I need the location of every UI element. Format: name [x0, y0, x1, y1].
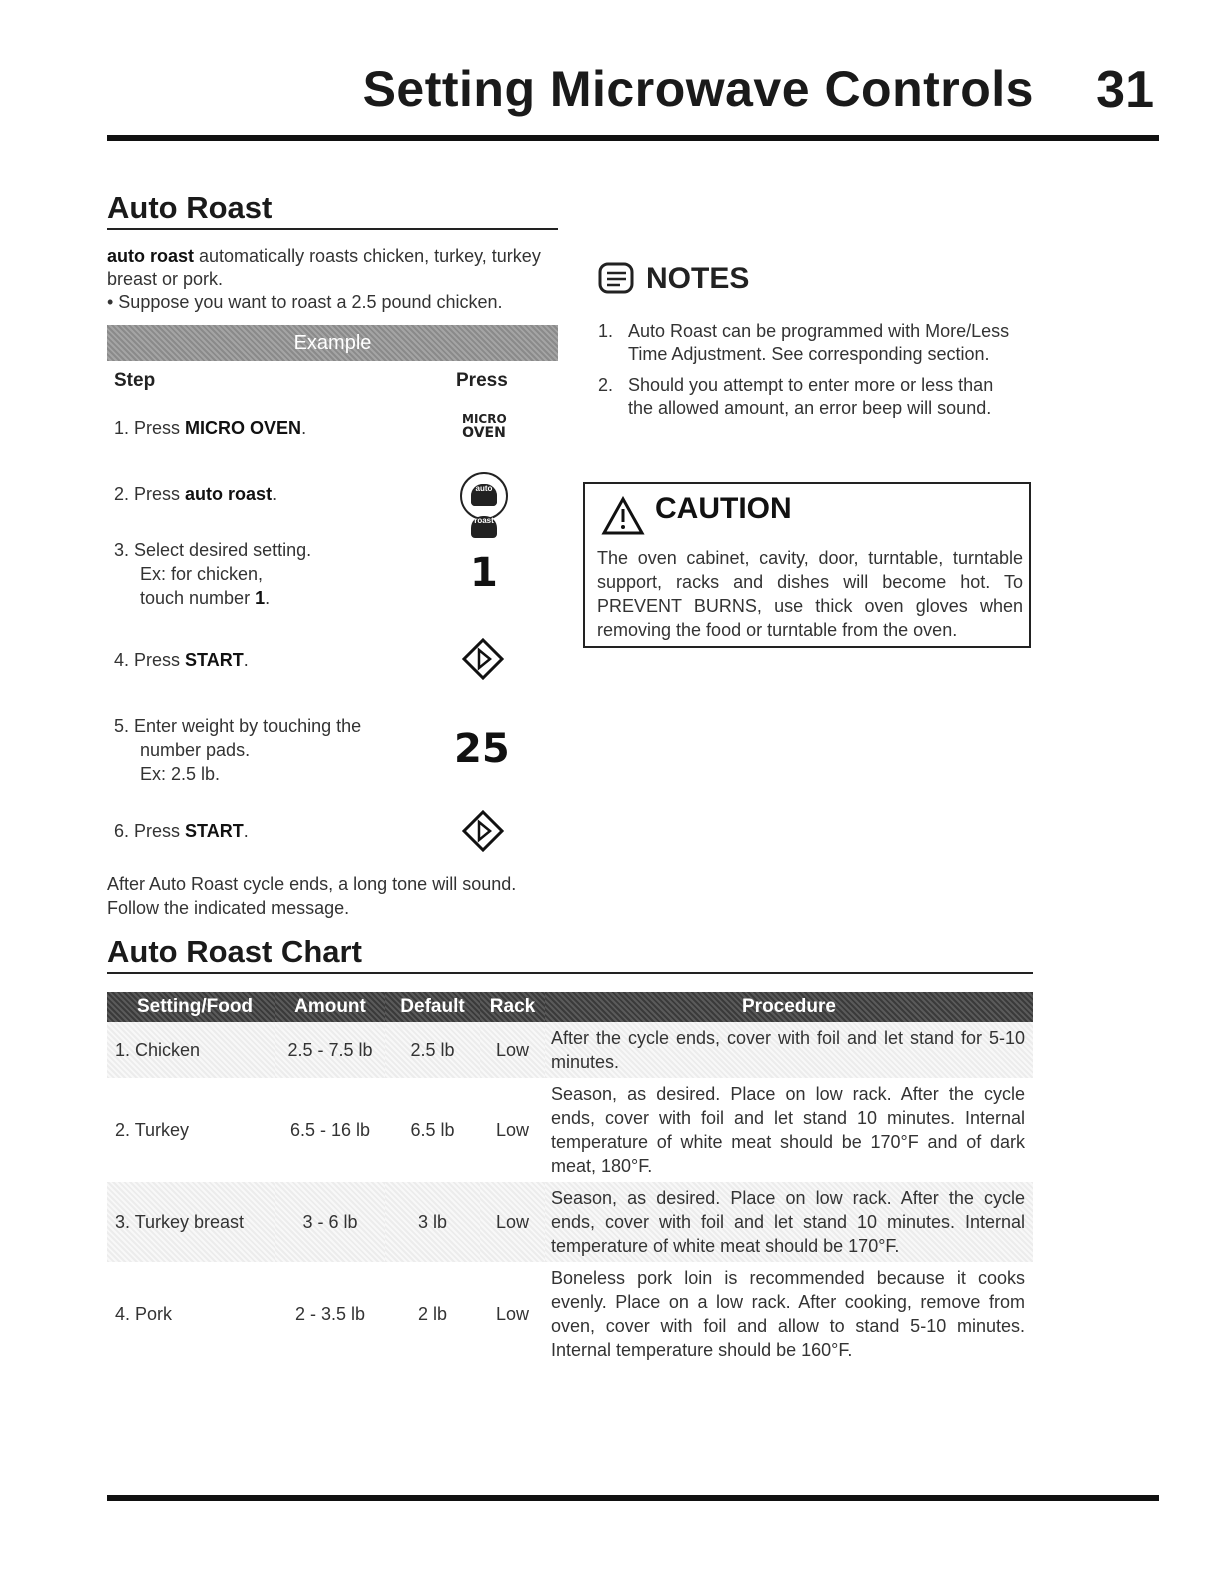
- header-rule: [107, 135, 1159, 141]
- table-row: 4. Pork 2 - 3.5 lb 2 lb Low Boneless pork loin is recommended because it cooks evenly. Place on a low rack. After cooking, remove from oven, cover with foil and allow to stand 5-10 minutes. Internal temperature should be 160°F.: [115, 1268, 1025, 1360]
- column-header-amount: Amount: [275, 992, 385, 1022]
- column-header-default: Default: [385, 992, 480, 1022]
- table-row: 3. Turkey breast 3 - 6 lb 3 lb Low Season, as desired. Place on low rack. After the cycle ends, cover with foil and let stand 10 minutes. Internal temperature of white meat should be 170°F.: [107, 1182, 1033, 1262]
- column-header-food: Setting/Food: [107, 992, 275, 1022]
- table-header-row: [107, 992, 1033, 1022]
- section-title-auto-roast: Auto Roast: [107, 190, 273, 225]
- section-rule: [107, 228, 558, 230]
- notes-list: [598, 320, 1018, 428]
- micro-oven-key-icon: MICRO OVEN: [462, 412, 507, 441]
- footer-rule: [107, 1495, 1159, 1501]
- notes-title: NOTES: [646, 262, 750, 295]
- step-column-header: Step: [114, 370, 156, 391]
- section-title-auto-roast-chart: Auto Roast Chart: [107, 934, 362, 969]
- step-5: 5. Enter weight by touching the number pads. Ex: 2.5 lb.: [114, 716, 362, 784]
- intro-bullet: • Suppose you want to roast a 2.5 pound chicken.: [107, 292, 503, 312]
- example-banner: Example: [107, 325, 558, 361]
- number-1-key: 1: [470, 550, 498, 596]
- table-row: 1. Chicken 2.5 - 7.5 lb 2.5 lb Low After the cycle ends, cover with foil and let stand for 5-10 minutes.: [107, 1022, 1033, 1078]
- start-key-icon: [462, 638, 504, 680]
- column-header-procedure: Procedure: [545, 992, 1033, 1022]
- auto-roast-chart-table: [107, 992, 1033, 1366]
- caution-box: [583, 482, 1031, 648]
- auto-roast-key-icon: auto roast: [460, 472, 508, 520]
- start-key-icon: [462, 810, 504, 852]
- step-6: 6. Press START.: [114, 821, 249, 841]
- step-3: 3. Select desired setting. Ex: for chicken, touch number 1.: [114, 540, 312, 608]
- caution-text: The oven cabinet, cavity, door, turntable, turntable support, racks and dishes will become hot. To PREVENT BURNS, use thick oven gloves when removing the food or turntable from the oven.: [597, 548, 1023, 640]
- caution-title: CAUTION: [655, 492, 792, 525]
- step-2: 2. Press auto roast.: [114, 484, 278, 504]
- step-1: 1. Press MICRO OVEN.: [114, 418, 307, 438]
- step-4: 4. Press START.: [114, 650, 249, 670]
- intro-text: automatically roasts chicken, turkey, turkey breast or pork.: [107, 246, 541, 289]
- press-column-header: Press: [456, 370, 508, 391]
- intro-bold: auto roast: [107, 246, 195, 266]
- warning-triangle-icon: [601, 496, 645, 536]
- page-number: 31: [1096, 61, 1154, 119]
- section-rule: [107, 972, 1033, 974]
- weight-number-keys: 25: [454, 726, 510, 772]
- notes-icon: [598, 262, 638, 298]
- note-item: 2. Should you attempt to enter more or less than the allowed amount, an error beep will sound.: [598, 375, 994, 418]
- column-header-rack: Rack: [480, 992, 545, 1022]
- page-title: Setting Microwave Controls: [362, 61, 1034, 117]
- after-cycle-text: After Auto Roast cycle ends, a long tone will sound. Follow the indicated message.: [107, 874, 517, 918]
- note-item: 1. Auto Roast can be programmed with More/Less Time Adjustment. See corresponding section.: [598, 321, 1010, 364]
- table-row: 2. Turkey 6.5 - 16 lb 6.5 lb Low Season, as desired. Place on low rack. After the cycle ends, cover with foil and let stand 10 minutes. Internal temperature of white meat should be 170°F and of dark meat, 180°F.: [115, 1084, 1025, 1176]
- intro-paragraph: [107, 245, 559, 314]
